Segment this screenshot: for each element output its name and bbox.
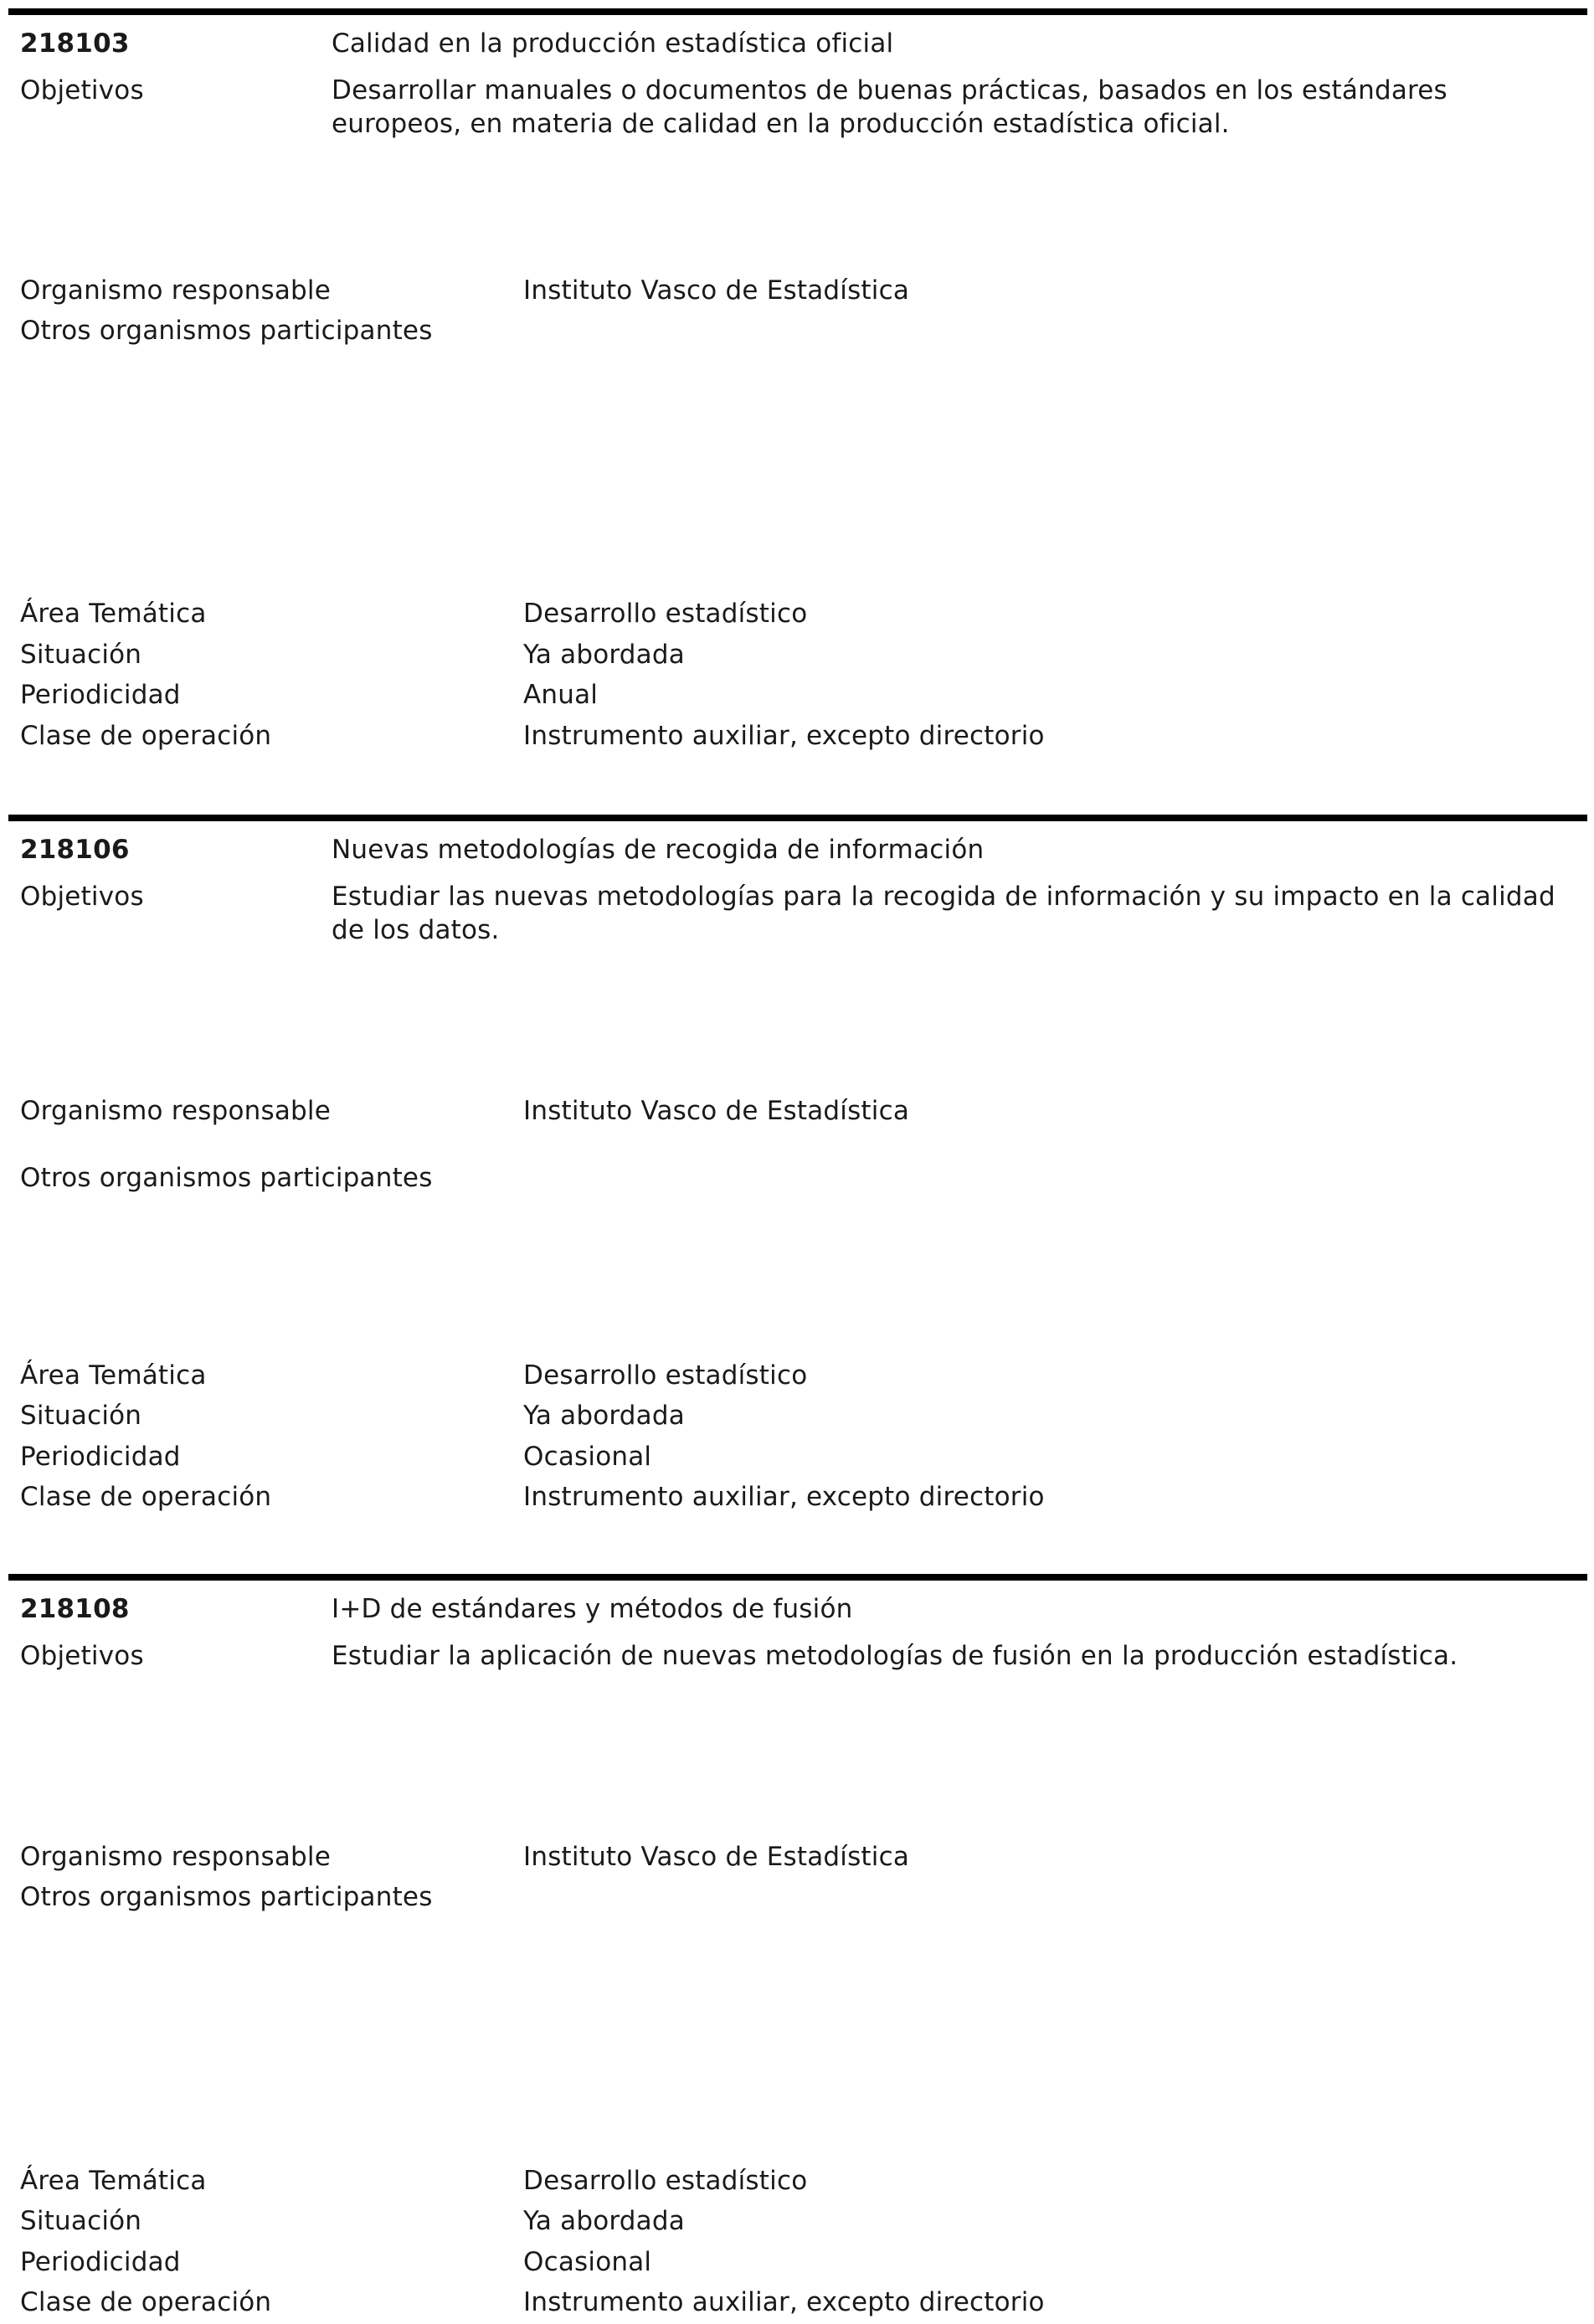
- clase-operacion-label: Clase de operación: [20, 1482, 272, 1512]
- operation-title: I+D de estándares y métodos de fusión: [332, 1594, 853, 1624]
- organismo-responsable-value: Instituto Vasco de Estadística: [523, 1842, 910, 1872]
- organismo-responsable-label: Organismo responsable: [20, 1842, 331, 1872]
- objetivos-text-line1: Estudiar las nuevas metodologías para la recogida de información y su impacto en la calidad: [332, 882, 1555, 912]
- objetivos-text-line1: Desarrollar manuales o documentos de buenas prácticas, basados en los estándares: [332, 75, 1447, 105]
- section-divider: [8, 8, 1587, 15]
- objetivos-text-line2: de los datos.: [332, 915, 500, 945]
- periodicidad-value: Ocasional: [523, 2247, 652, 2277]
- objetivos-text-line1: Estudiar la aplicación de nuevas metodologías de fusión en la producción estadística.: [332, 1641, 1458, 1671]
- area-tematica-label: Área Temática: [20, 599, 207, 629]
- periodicidad-label: Periodicidad: [20, 680, 181, 710]
- operation-code: 218106: [20, 835, 130, 865]
- periodicidad-label: Periodicidad: [20, 2247, 181, 2277]
- objetivos-label: Objetivos: [20, 1641, 144, 1671]
- situacion-label: Situación: [20, 2206, 142, 2236]
- organismo-responsable-value: Instituto Vasco de Estadística: [523, 1096, 910, 1126]
- area-tematica-label: Área Temática: [20, 1360, 207, 1391]
- otros-organismos-label: Otros organismos participantes: [20, 1882, 433, 1912]
- area-tematica-value: Desarrollo estadístico: [523, 1360, 808, 1391]
- operation-code: 218103: [20, 28, 130, 59]
- periodicidad-value: Anual: [523, 680, 599, 710]
- clase-operacion-value: Instrumento auxiliar, excepto directorio: [523, 721, 1045, 751]
- clase-operacion-value: Instrumento auxiliar, excepto directorio: [523, 1482, 1045, 1512]
- periodicidad-value: Ocasional: [523, 1442, 652, 1472]
- organismo-responsable-label: Organismo responsable: [20, 275, 331, 306]
- operation-title: Calidad en la producción estadística oficial: [332, 28, 894, 59]
- clase-operacion-value: Instrumento auxiliar, excepto directorio: [523, 2287, 1045, 2317]
- situacion-label: Situación: [20, 1401, 142, 1431]
- area-tematica-label: Área Temática: [20, 2166, 207, 2196]
- objetivos-label: Objetivos: [20, 882, 144, 912]
- operation-code: 218108: [20, 1594, 130, 1624]
- organismo-responsable-value: Instituto Vasco de Estadística: [523, 275, 910, 306]
- clase-operacion-label: Clase de operación: [20, 721, 272, 751]
- otros-organismos-label: Otros organismos participantes: [20, 1163, 433, 1193]
- situacion-value: Ya abordada: [523, 2206, 685, 2236]
- otros-organismos-label: Otros organismos participantes: [20, 316, 433, 346]
- periodicidad-label: Periodicidad: [20, 1442, 181, 1472]
- section-divider: [8, 815, 1587, 821]
- operation-title: Nuevas metodologías de recogida de información: [332, 835, 985, 865]
- area-tematica-value: Desarrollo estadístico: [523, 2166, 808, 2196]
- area-tematica-value: Desarrollo estadístico: [523, 599, 808, 629]
- objetivos-label: Objetivos: [20, 75, 144, 105]
- situacion-value: Ya abordada: [523, 1401, 685, 1431]
- section-divider: [8, 1574, 1587, 1581]
- situacion-label: Situación: [20, 640, 142, 670]
- organismo-responsable-label: Organismo responsable: [20, 1096, 331, 1126]
- clase-operacion-label: Clase de operación: [20, 2287, 272, 2317]
- objetivos-text-line2: europeos, en materia de calidad en la producción estadística oficial.: [332, 109, 1230, 139]
- situacion-value: Ya abordada: [523, 640, 685, 670]
